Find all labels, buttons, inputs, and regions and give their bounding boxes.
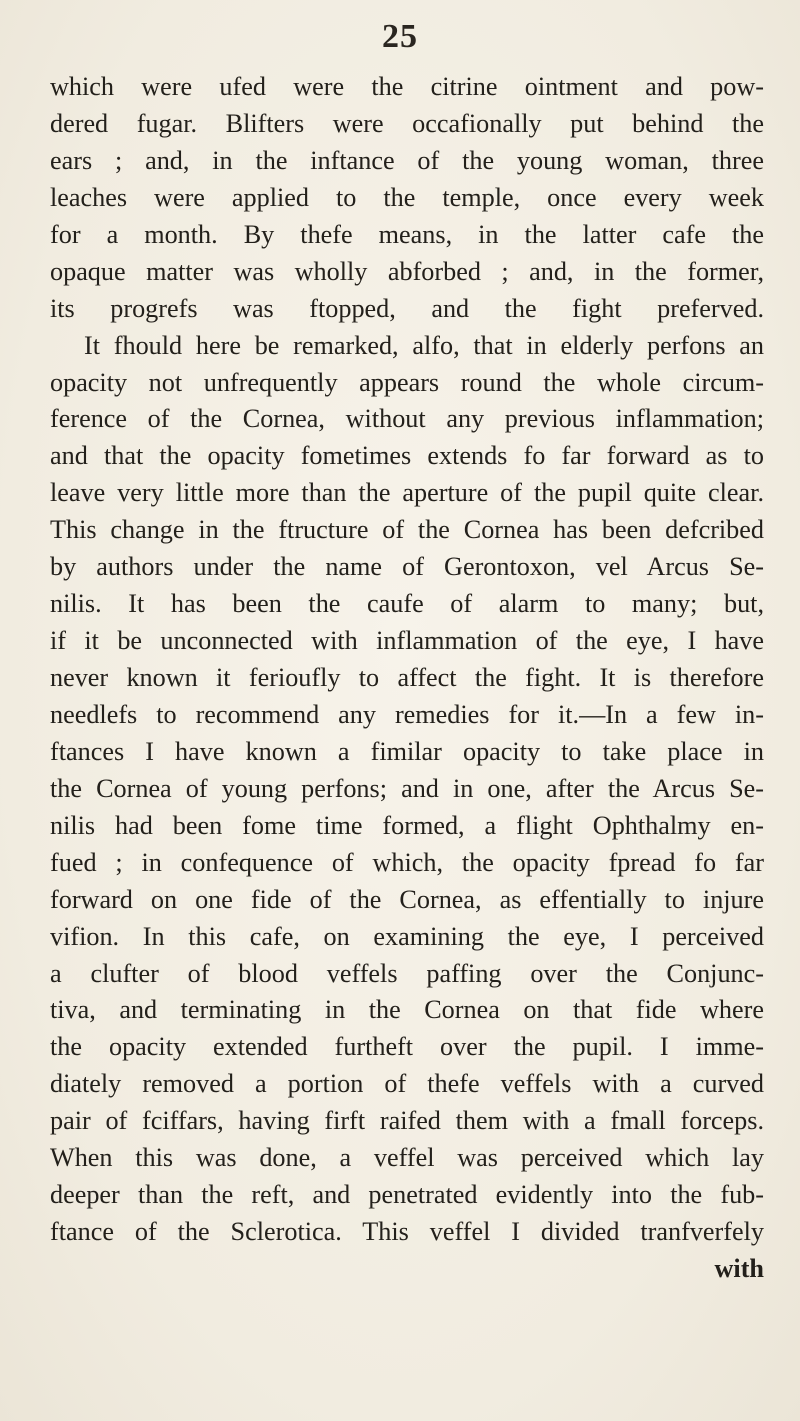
text-line: nilis. It has been the caufe of alarm to many; but, [50,589,764,619]
text-line: never known it ferioufly to affect the fight. It is therefore [50,663,764,692]
catchword: with [714,1254,764,1283]
text-line: vifion. In this cafe, on examining the eye, I perceived [50,921,764,951]
text-line: ftances I have known a fimilar opacity to take place in [50,736,764,766]
text-line: its progrefs was ftopped, and the fight preferved. [50,293,764,323]
text-line: pair of fciffars, having firft raifed them with a fmall forceps. [50,1106,764,1136]
text-line: This change in the ftructure of the Cornea has been defcribed [50,515,764,545]
text-line: needlefs to recommend any remedies for it.—In a few in- [50,699,764,729]
text-line: ference of the Cornea, without any previous inflammation; [50,404,764,434]
text-line: which were ufed were the citrine ointment and pow- [50,72,764,101]
text-line: forward on one fide of the Cornea, as effentially to injure [50,884,764,914]
text-line: opacity not unfrequently appears round the whole circum- [50,367,764,397]
text-line: tiva, and terminating in the Cornea on that fide where [50,995,764,1025]
text-line: for a month. By thefe means, in the latter cafe the [50,219,764,249]
text-line: ftance of the Sclerotica. This veffel I divided tranfverfely [50,1217,764,1247]
text-line: fued ; in confequence of which, the opacity fpread fo far [50,847,764,877]
text-line: leave very little more than the aperture of the pupil quite clear. [50,478,764,508]
text-line: if it be unconnected with inflammation of the eye, I have [50,626,764,656]
text-line: opaque matter was wholly abforbed ; and, in the former, [50,256,764,286]
page-number: 25 [382,18,418,55]
text-line: When this was done, a veffel was perceived which lay [50,1143,764,1173]
text-line: by authors under the name of Gerontoxon, vel Arcus Se- [50,552,764,582]
text-line: the Cornea of young perfons; and in one, after the Arcus Se- [50,773,764,803]
text-line: leaches were applied to the temple, once every week [50,182,764,212]
text-line: diately removed a portion of thefe veffels with a curved [50,1069,764,1099]
text-line: deeper than the reft, and penetrated evidently into the fub- [50,1180,764,1210]
text-line: nilis had been fome time formed, a flight Ophthalmy en- [50,810,764,840]
text-line: a clufter of blood veffels paffing over the Conjunc- [50,958,764,988]
text-line: and that the opacity fometimes extends fo far forward as to [50,441,764,471]
text-line: the opacity extended furtheft over the pupil. I imme- [50,1032,764,1062]
text-line: dered fugar. Blifters were occafionally put behind the [50,108,764,138]
text-line: It fhould here be remarked, alfo, that in elderly perfons an [84,330,764,360]
body-text [50,69,764,1288]
text-line: ears ; and, in the inftance of the young woman, three [50,145,764,175]
